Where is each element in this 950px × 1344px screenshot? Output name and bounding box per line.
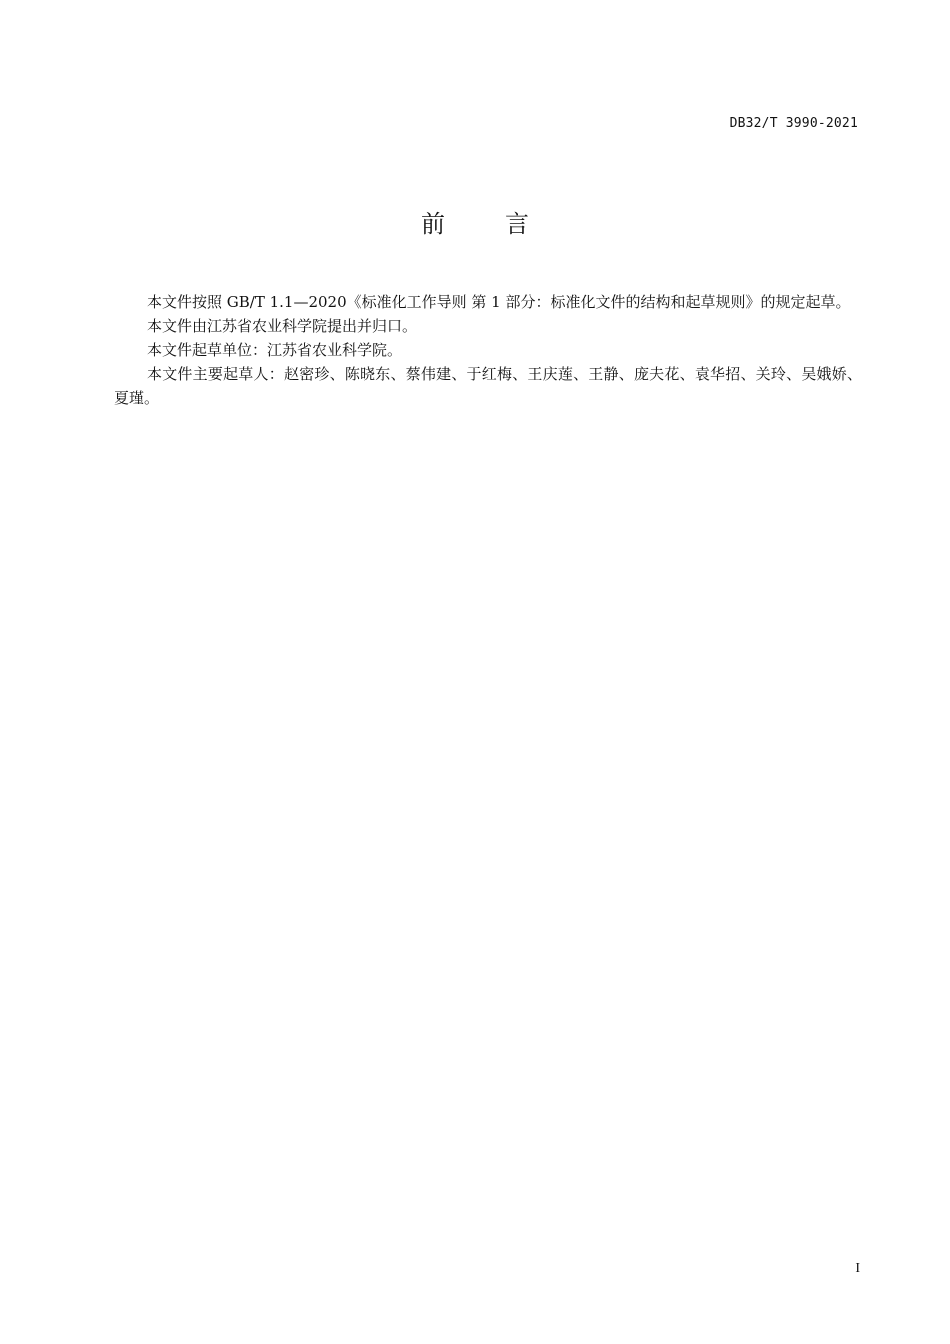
paragraph-drafting-unit: 本文件起草单位：江苏省农业科学院。 bbox=[147, 341, 403, 359]
page-title bbox=[0, 204, 950, 239]
document-code: DB32/T 3990-2021 bbox=[729, 116, 858, 131]
preface-body bbox=[114, 290, 862, 410]
paragraph-standard-basis: 本文件按照 GB/T 1.1—2020《标准化工作导则 第 1 部分：标准化文件的结构和起草规则》的规定起草。 bbox=[147, 293, 851, 311]
paragraph-proposer: 本文件由江苏省农业科学院提出并归口。 bbox=[147, 317, 418, 335]
title-char-1: 前 bbox=[421, 210, 445, 238]
paragraph-drafters: 本文件主要起草人：赵密珍、陈晓东、蔡伟建、于红梅、王庆莲、王静、庞夫花、袁华招、关玲、吴娥娇、夏瑾。 bbox=[114, 365, 862, 407]
page-number: I bbox=[855, 1261, 860, 1276]
title-char-2: 言 bbox=[505, 210, 529, 238]
